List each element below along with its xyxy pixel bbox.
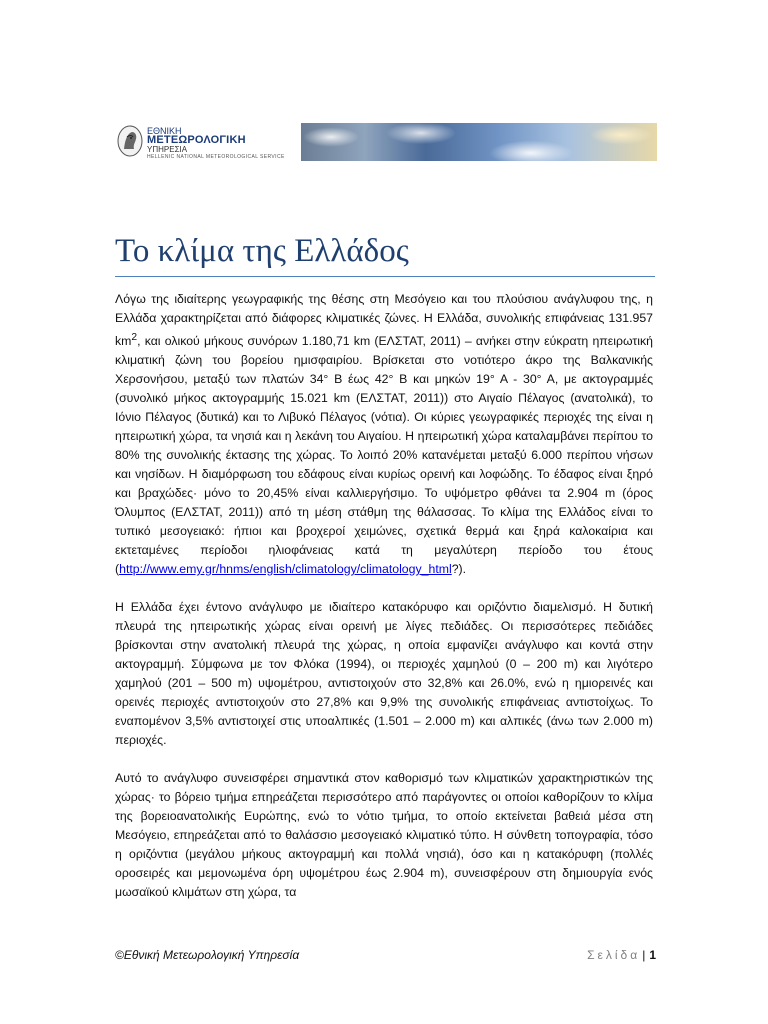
sky-banner-image: [301, 123, 657, 161]
paragraph-2: Η Ελλάδα έχει έντονο ανάγλυφο με ιδιαίτερο κατακόρυφο και οριζόντιο διαμελισμό. Η δυτική πλευρά της ηπειρωτικής χώρας είναι ορεινή με λίγες πεδιάδες. Οι περισσότερες πεδιάδες βρίσκονται στην ανατολική πλευρά της χώρας, η οποία εμφανίζει ανάγλυφο και κοντά στην ακτογραμμή. Σύμφωνα με τον Φλόκα (1994), οι περιοχές χαμηλού (0 – 200 m) και λιγότερο χαμηλού (201 – 500 m) υψομέτρου, αντιστοιχούν στο 32,8% και 26.0%, ενώ η ημιορεινές και ορεινές περιοχές αντιστοιχούν στο 27,8% και 9,9% της συνολικής επιφάνειας αντιστοίχως. Το εναπομένον 3,5% αντιστοιχεί στις υποαλπικές (1.501 – 2.000 m) και αλπικές (άνω των 2.000 m) περιοχές.: [115, 600, 653, 748]
document-body: [115, 290, 653, 921]
logo-text-meteorologiki: ΜΕΤΕΩΡΟΛΟΓΙΚΗ: [147, 134, 246, 146]
hnms-emblem-icon: [117, 125, 143, 157]
logo-text-ethniki: ΕΘΝΙΚΗ: [147, 126, 182, 136]
footer-page-info: [587, 948, 656, 962]
superscript-2: 2: [131, 332, 138, 343]
document-title: Το κλίμα της Ελλάδος: [115, 233, 409, 269]
footer-separator: |: [642, 948, 646, 962]
paragraph-1: [115, 290, 653, 579]
footer-copyright: ©Εθνική Μετεωρολογική Υπηρεσία: [115, 948, 300, 962]
hnms-logo: [115, 123, 301, 161]
footer-page-label: Σελίδα: [587, 948, 641, 962]
paragraph-3: Αυτό το ανάγλυφο συνεισφέρει σημαντικά στον καθορισμό των κλιματικών χαρακτηριστικών της χώρας· το βόρειο τμήμα επηρεάζεται περισσότερο από παράγοντες οι οποίοι καθορίζουν το κλίμα της βορειοανατολικής Ευρώπης, ενώ το νότιο τμήμα, το οποίο εκτείνεται βαθειά μέσα στη Μεσόγειο, επηρεάζεται από το θαλάσσιο μεσογειακό κλιματικό τύπο. Η σύνθετη τοπογραφία, τόσο η οριζόντια (μεγάλου μήκους ακτογραμμή και πολλά νησιά), όσο και η κατακόρυφη (πολλές οροσειρές και μεμονωμένα όρη υψομέτρου έως 2.904 m), συνεισφέρουν στη δημιουργία ενός μωσαϊκού κλιμάτων στη χώρα, τα: [115, 771, 653, 900]
logo-text-english: HELLENIC NATIONAL METEOROLOGICAL SERVICE: [147, 154, 285, 160]
header-banner: [115, 123, 657, 161]
footer-page-number: 1: [649, 948, 656, 962]
paragraph-1-text-c: ?).: [451, 562, 467, 577]
climatology-link[interactable]: http://www.emy.gr/hnms/english/climatology/climatology_html: [119, 562, 452, 577]
paragraph-1-text-b: , και ολικού μήκους συνόρων 1.180,71 km (ΕΛΣΤΑΤ, 2011) – ανήκει στην εύκρατη ηπειρωτική κλιματική ζώνη του βορείου ημισφαιρίου. Βρίσκεται στο νοτιότερο άκρο της Βαλκανικής Χερσονήσου, μεταξύ των πλατών 34° Β έως 42° Β και μηκών 19° Α - 30° Α, με ακτογραμμές (συνολικό μήκος ακτογραμμής 15.021 km (ΕΛΣΤΑΤ, 2011)) στο Αιγαίο Πέλαγος (ανατολικά), το Ιόνιο Πέλαγος (δυτικά) και το Λιβυκό Πέλαγος (νότια). Οι κύριες γεωγραφικές περιοχές της είναι η ηπειρωτική χώρα, τα νησιά και η λεκάνη του Αιγαίου. Η ηπειρωτική χώρα καταλαμβάνει περίπου το 80% της συνολικής έκτασης της χώρας. Το λοιπό 20% κατανέμεται μεταξύ 6.000 περίπου νήσων και νησίδων. Η διαμόρφωση του εδάφους είναι κυρίως ορεινή και λοφώδης. Το έδαφος είναι ξηρό και βραχώδες· μόνο το 20,45% είναι καλλιεργήσιμο. Το υψόμετρο φθάνει τα 2.904 m (όρος Όλυμπος (ΕΛΣΤΑΤ, 2011)) από τη μέση στάθμη της θάλασσας. Το κλίμα της Ελλάδος είναι το τυπικό μεσογειακό: ήπιοι και βροχεροί χειμώνες, σχετικά θερμά και ξηρά καλοκαίρια και εκτεταμένες περίοδοι ηλιοφάνειας κατά τη μεγαλύτερη περίοδο του έτους (: [115, 334, 653, 577]
title-underline: [115, 276, 655, 277]
logo-text-ypiresia: ΥΠΗΡΕΣΙΑ: [147, 145, 188, 154]
paragraph-1-text-a: Λόγω της ιδιαίτερης γεωγραφικής της θέσης στη Μεσόγειο και του πλούσιου ανάγλυφου της, η Ελλάδα χαρακτηρίζεται από διάφορες κλιματικές ζώνες. Η Ελλάδα, συνολικής επιφάνειας 131.957 km: [115, 292, 653, 349]
